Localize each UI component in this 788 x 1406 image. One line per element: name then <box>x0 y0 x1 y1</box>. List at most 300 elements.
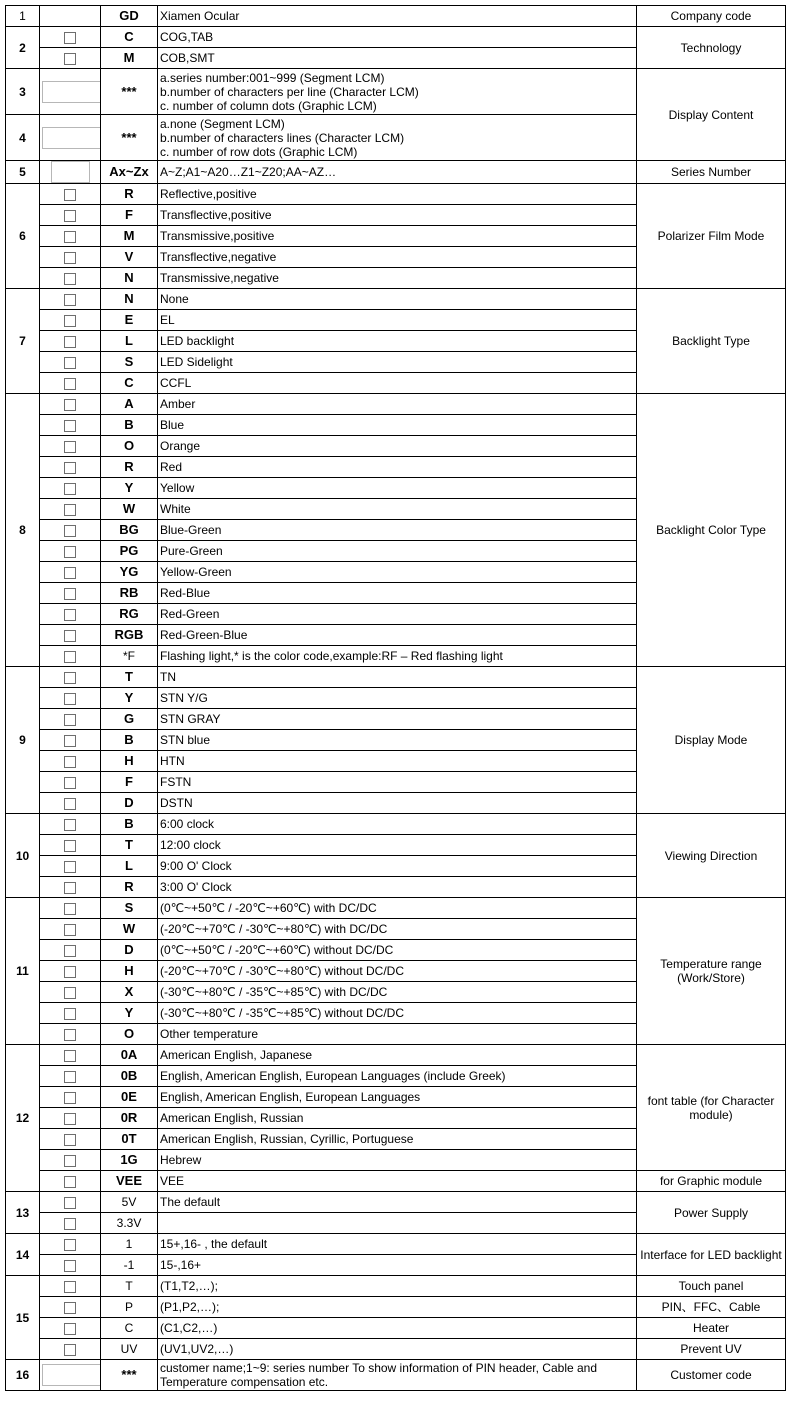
selector-cell <box>40 226 101 247</box>
selector-cell <box>40 1087 101 1108</box>
selector-cell <box>40 1276 101 1297</box>
part-number-table <box>5 5 786 1391</box>
option-checkbox[interactable] <box>64 1008 76 1020</box>
table-row <box>6 814 786 835</box>
option-description: (-20℃~+70℃ / -30℃~+80℃) with DC/DC <box>158 919 637 940</box>
option-code: P <box>101 1297 158 1318</box>
group-number: 16 <box>6 1360 40 1391</box>
option-description: TN <box>158 667 637 688</box>
selector-cell <box>40 69 101 115</box>
selector-cell <box>40 457 101 478</box>
option-checkbox[interactable] <box>64 1050 76 1062</box>
option-code: VEE <box>101 1171 158 1192</box>
option-checkbox[interactable] <box>64 1197 76 1209</box>
option-code: *** <box>101 1360 158 1391</box>
option-code: RGB <box>101 625 158 646</box>
selector-cell <box>40 1339 101 1360</box>
category-label: Viewing Direction <box>637 814 786 898</box>
option-checkbox[interactable] <box>64 588 76 600</box>
option-code: T <box>101 667 158 688</box>
option-code: S <box>101 898 158 919</box>
option-description: Transmissive,positive <box>158 226 637 247</box>
group-number: 7 <box>6 289 40 394</box>
option-code: D <box>101 940 158 961</box>
group-number: 8 <box>6 394 40 667</box>
option-description <box>158 115 637 161</box>
option-description: COB,SMT <box>158 48 637 69</box>
option-description: STN blue <box>158 730 637 751</box>
group-number: 12 <box>6 1045 40 1192</box>
selector-cell <box>40 940 101 961</box>
category-label: Power Supply <box>637 1192 786 1234</box>
selector-cell <box>40 373 101 394</box>
table-row <box>6 1276 786 1297</box>
option-checkbox[interactable] <box>64 861 76 873</box>
option-code: 0T <box>101 1129 158 1150</box>
option-code: 1G <box>101 1150 158 1171</box>
option-checkbox[interactable] <box>64 924 76 936</box>
option-checkbox[interactable] <box>64 1323 76 1335</box>
selector-cell <box>40 1108 101 1129</box>
selector-cell <box>40 1213 101 1234</box>
option-description: (0℃~+50℃ / -20℃~+60℃) with DC/DC <box>158 898 637 919</box>
option-description: Blue <box>158 415 637 436</box>
option-description: 3:00 O' Clock <box>158 877 637 898</box>
option-code: R <box>101 877 158 898</box>
category-label: Interface for LED backlight <box>637 1234 786 1276</box>
selector-cell <box>40 961 101 982</box>
option-code: S <box>101 352 158 373</box>
selector-cell <box>40 394 101 415</box>
option-code: 0E <box>101 1087 158 1108</box>
table-row <box>6 898 786 919</box>
option-code: RG <box>101 604 158 625</box>
option-checkbox[interactable] <box>64 189 76 201</box>
option-checkbox[interactable] <box>64 1113 76 1125</box>
table-row <box>6 6 786 27</box>
option-checkbox[interactable] <box>64 441 76 453</box>
option-code: Ax~Zx <box>101 161 158 184</box>
option-checkbox[interactable] <box>64 903 76 915</box>
option-checkbox[interactable] <box>64 840 76 852</box>
option-code: GD <box>101 6 158 27</box>
group-number: 6 <box>6 184 40 289</box>
option-code: PG <box>101 541 158 562</box>
option-code: M <box>101 226 158 247</box>
option-checkbox[interactable] <box>64 882 76 894</box>
option-description: CCFL <box>158 373 637 394</box>
option-code: 5V <box>101 1192 158 1213</box>
group-number: 5 <box>6 161 40 184</box>
option-checkbox[interactable] <box>64 315 76 327</box>
option-checkbox[interactable] <box>64 609 76 621</box>
option-checkbox[interactable] <box>64 1239 76 1251</box>
selector-cell <box>40 562 101 583</box>
option-checkbox[interactable] <box>64 651 76 663</box>
option-code: R <box>101 457 158 478</box>
option-checkbox[interactable] <box>64 546 76 558</box>
category-label: Temperature range (Work/Store) <box>637 898 786 1045</box>
option-code: 3.3V <box>101 1213 158 1234</box>
option-description: (C1,C2,…) <box>158 1318 637 1339</box>
option-code: H <box>101 961 158 982</box>
option-code: A <box>101 394 158 415</box>
option-description: A~Z;A1~A20…Z1~Z20;AA~AZ… <box>158 161 637 184</box>
selector-cell <box>40 835 101 856</box>
option-description: Other temperature <box>158 1024 637 1045</box>
option-code: T <box>101 835 158 856</box>
selector-cell <box>40 982 101 1003</box>
option-code: V <box>101 247 158 268</box>
option-checkbox[interactable] <box>64 987 76 999</box>
option-description: customer name;1~9: series number To show information of PIN header, Cable and Temperature compensation etc. <box>158 1360 637 1391</box>
option-checkbox[interactable] <box>64 1029 76 1041</box>
selector-cell <box>40 1045 101 1066</box>
option-description: 15-,16+ <box>158 1255 637 1276</box>
option-description: HTN <box>158 751 637 772</box>
option-code: B <box>101 730 158 751</box>
option-description: (0℃~+50℃ / -20℃~+60℃) without DC/DC <box>158 940 637 961</box>
option-checkbox[interactable] <box>64 1260 76 1272</box>
option-checkbox[interactable] <box>64 336 76 348</box>
option-description: American English, Russian <box>158 1108 637 1129</box>
option-checkbox[interactable] <box>64 819 76 831</box>
table-row <box>6 1318 786 1339</box>
option-checkbox[interactable] <box>64 399 76 411</box>
selector-cell <box>40 415 101 436</box>
option-checkbox[interactable] <box>64 672 76 684</box>
selector-cell <box>40 115 101 161</box>
option-checkbox[interactable] <box>64 483 76 495</box>
option-code: X <box>101 982 158 1003</box>
selector-cell <box>40 1360 101 1391</box>
option-checkbox[interactable] <box>64 294 76 306</box>
selector-cell <box>40 331 101 352</box>
option-description: Yellow-Green <box>158 562 637 583</box>
table-row <box>6 1360 786 1391</box>
option-checkbox[interactable] <box>64 966 76 978</box>
option-description: Xiamen Ocular <box>158 6 637 27</box>
option-checkbox[interactable] <box>64 1155 76 1167</box>
option-description: 9:00 O' Clock <box>158 856 637 877</box>
option-checkbox[interactable] <box>64 1281 76 1293</box>
category-label: PIN、FFC、Cable <box>637 1297 786 1318</box>
option-checkbox[interactable] <box>64 231 76 243</box>
selector-cell <box>40 667 101 688</box>
option-description: English, American English, European Languages (include Greek) <box>158 1066 637 1087</box>
option-checkbox[interactable] <box>64 1344 76 1356</box>
option-checkbox[interactable] <box>64 714 76 726</box>
option-checkbox[interactable] <box>64 357 76 369</box>
code-input-field[interactable] <box>42 1364 101 1386</box>
group-number: 3 <box>6 69 40 115</box>
option-description: (T1,T2,…); <box>158 1276 637 1297</box>
option-description: 6:00 clock <box>158 814 637 835</box>
option-code: UV <box>101 1339 158 1360</box>
selector-cell <box>40 877 101 898</box>
option-checkbox[interactable] <box>64 462 76 474</box>
selector-cell <box>40 856 101 877</box>
option-code: Y <box>101 478 158 499</box>
category-label: Display Mode <box>637 667 786 814</box>
option-code: H <box>101 751 158 772</box>
table-row <box>6 1192 786 1213</box>
option-description: STN GRAY <box>158 709 637 730</box>
category-label: Technology <box>637 27 786 69</box>
option-checkbox[interactable] <box>64 798 76 810</box>
option-description: English, American English, European Languages <box>158 1087 637 1108</box>
option-code: 0B <box>101 1066 158 1087</box>
option-checkbox[interactable] <box>64 1218 76 1230</box>
option-checkbox[interactable] <box>64 735 76 747</box>
category-label: Polarizer Film Mode <box>637 184 786 289</box>
selector-cell <box>40 1234 101 1255</box>
option-code: Y <box>101 1003 158 1024</box>
option-checkbox[interactable] <box>64 53 76 65</box>
selector-cell <box>40 161 101 184</box>
group-number: 2 <box>6 27 40 69</box>
table-row <box>6 1339 786 1360</box>
selector-cell <box>40 688 101 709</box>
option-description: None <box>158 289 637 310</box>
selector-cell <box>40 205 101 226</box>
selector-cell <box>40 814 101 835</box>
selector-cell <box>40 310 101 331</box>
option-code: YG <box>101 562 158 583</box>
option-checkbox[interactable] <box>64 525 76 537</box>
table-row <box>6 394 786 415</box>
group-number: 10 <box>6 814 40 898</box>
option-checkbox[interactable] <box>64 210 76 222</box>
option-description: Orange <box>158 436 637 457</box>
option-description: White <box>158 499 637 520</box>
description-line: b.number of characters per line (Character LCM) <box>160 84 419 99</box>
option-code: RB <box>101 583 158 604</box>
selector-cell <box>40 27 101 48</box>
selector-cell <box>40 436 101 457</box>
table-row <box>6 69 786 115</box>
table-row <box>6 1234 786 1255</box>
option-description <box>158 69 637 115</box>
category-label: Customer code <box>637 1360 786 1391</box>
selector-cell <box>40 919 101 940</box>
category-label: Backlight Color Type <box>637 394 786 667</box>
description-line: a.series number:001~999 (Segment LCM) <box>160 70 385 85</box>
selector-cell <box>40 352 101 373</box>
selector-cell <box>40 625 101 646</box>
category-label: Touch panel <box>637 1276 786 1297</box>
option-code: B <box>101 814 158 835</box>
code-input-field[interactable] <box>51 161 90 183</box>
option-checkbox[interactable] <box>64 32 76 44</box>
code-input-field[interactable] <box>42 81 101 103</box>
option-description: (P1,P2,…); <box>158 1297 637 1318</box>
selector-cell <box>40 268 101 289</box>
table-row <box>6 161 786 184</box>
option-checkbox[interactable] <box>64 378 76 390</box>
option-checkbox[interactable] <box>64 567 76 579</box>
selector-cell <box>40 730 101 751</box>
option-checkbox[interactable] <box>64 777 76 789</box>
group-number: 4 <box>6 115 40 161</box>
option-description: Reflective,positive <box>158 184 637 205</box>
option-checkbox[interactable] <box>64 945 76 957</box>
option-description: VEE <box>158 1171 637 1192</box>
selector-cell <box>40 751 101 772</box>
option-code: L <box>101 856 158 877</box>
table-row <box>6 1171 786 1192</box>
option-checkbox[interactable] <box>64 693 76 705</box>
option-description: Transmissive,negative <box>158 268 637 289</box>
option-description: Red-Green <box>158 604 637 625</box>
group-number: 15 <box>6 1276 40 1360</box>
option-description: Red <box>158 457 637 478</box>
option-description <box>158 1213 637 1234</box>
group-number: 1 <box>6 6 40 27</box>
option-description: American English, Russian, Cyrillic, Portuguese <box>158 1129 637 1150</box>
selector-cell <box>40 709 101 730</box>
selector-cell <box>40 1192 101 1213</box>
option-code: C <box>101 27 158 48</box>
option-checkbox[interactable] <box>64 420 76 432</box>
selector-cell <box>40 48 101 69</box>
option-description: (-30℃~+80℃ / -35℃~+85℃) with DC/DC <box>158 982 637 1003</box>
group-number: 13 <box>6 1192 40 1234</box>
option-code: F <box>101 772 158 793</box>
option-code: R <box>101 184 158 205</box>
option-description: Transflective,positive <box>158 205 637 226</box>
option-code: E <box>101 310 158 331</box>
selector-cell <box>40 247 101 268</box>
option-checkbox[interactable] <box>64 1071 76 1083</box>
option-code: M <box>101 48 158 69</box>
selector-cell <box>40 604 101 625</box>
option-description: EL <box>158 310 637 331</box>
group-number: 14 <box>6 1234 40 1276</box>
option-description: Pure-Green <box>158 541 637 562</box>
category-label: Prevent UV <box>637 1339 786 1360</box>
option-checkbox[interactable] <box>64 1092 76 1104</box>
category-label: font table (for Character module) <box>637 1045 786 1171</box>
selector-cell <box>40 1024 101 1045</box>
selector-cell <box>40 583 101 604</box>
table-row <box>6 184 786 205</box>
option-checkbox[interactable] <box>64 1302 76 1314</box>
option-code: W <box>101 919 158 940</box>
option-checkbox[interactable] <box>64 756 76 768</box>
option-description: (-20℃~+70℃ / -30℃~+80℃) without DC/DC <box>158 961 637 982</box>
option-description: Blue-Green <box>158 520 637 541</box>
selector-cell <box>40 1318 101 1339</box>
option-code: O <box>101 436 158 457</box>
option-checkbox[interactable] <box>64 1176 76 1188</box>
option-code: 0R <box>101 1108 158 1129</box>
code-input-field[interactable] <box>42 127 101 149</box>
selector-cell <box>40 772 101 793</box>
option-code: 0A <box>101 1045 158 1066</box>
option-code: L <box>101 331 158 352</box>
option-description: COG,TAB <box>158 27 637 48</box>
category-label: Series Number <box>637 161 786 184</box>
selector-cell <box>40 1255 101 1276</box>
option-description: Yellow <box>158 478 637 499</box>
table-row <box>6 289 786 310</box>
option-code: *F <box>101 646 158 667</box>
selector-cell <box>40 520 101 541</box>
option-code: G <box>101 709 158 730</box>
selector-cell <box>40 289 101 310</box>
option-description: LED Sidelight <box>158 352 637 373</box>
option-code: *** <box>101 69 158 115</box>
category-label: Heater <box>637 1318 786 1339</box>
option-code: *** <box>101 115 158 161</box>
option-checkbox[interactable] <box>64 504 76 516</box>
option-code: W <box>101 499 158 520</box>
option-description: LED backlight <box>158 331 637 352</box>
option-code: O <box>101 1024 158 1045</box>
selector-cell <box>40 1171 101 1192</box>
option-code: D <box>101 793 158 814</box>
option-code: N <box>101 289 158 310</box>
option-description: The default <box>158 1192 637 1213</box>
option-code: 1 <box>101 1234 158 1255</box>
selector-cell <box>40 1003 101 1024</box>
option-description: (-30℃~+80℃ / -35℃~+85℃) without DC/DC <box>158 1003 637 1024</box>
option-code: C <box>101 373 158 394</box>
option-checkbox[interactable] <box>64 273 76 285</box>
option-code: T <box>101 1276 158 1297</box>
description-line: c. number of column dots (Graphic LCM) <box>160 98 377 113</box>
category-label: Company code <box>637 6 786 27</box>
option-description: Flashing light,* is the color code,example:RF – Red flashing light <box>158 646 637 667</box>
option-checkbox[interactable] <box>64 630 76 642</box>
selector-cell <box>40 793 101 814</box>
option-code: B <box>101 415 158 436</box>
option-description: Red-Green-Blue <box>158 625 637 646</box>
group-number: 11 <box>6 898 40 1045</box>
selector-cell <box>40 541 101 562</box>
option-code: C <box>101 1318 158 1339</box>
description-line: b.number of characters lines (Character LCM) <box>160 130 405 145</box>
table-row <box>6 1297 786 1318</box>
option-description: Red-Blue <box>158 583 637 604</box>
option-description: Hebrew <box>158 1150 637 1171</box>
option-description: Amber <box>158 394 637 415</box>
selector-cell <box>40 1066 101 1087</box>
option-checkbox[interactable] <box>64 252 76 264</box>
selector-cell <box>40 646 101 667</box>
description-line: a.none (Segment LCM) <box>160 116 285 131</box>
selector-cell <box>40 898 101 919</box>
option-code: N <box>101 268 158 289</box>
selector-cell <box>40 1129 101 1150</box>
description-line: c. number of row dots (Graphic LCM) <box>160 144 358 159</box>
option-code: F <box>101 205 158 226</box>
group-number: 9 <box>6 667 40 814</box>
option-code: BG <box>101 520 158 541</box>
category-label: Display Content <box>637 69 786 161</box>
option-description: FSTN <box>158 772 637 793</box>
option-description: DSTN <box>158 793 637 814</box>
selector-cell <box>40 184 101 205</box>
selector-cell <box>40 478 101 499</box>
selector-cell <box>40 6 101 27</box>
option-description: STN Y/G <box>158 688 637 709</box>
table-row <box>6 667 786 688</box>
option-description: 12:00 clock <box>158 835 637 856</box>
selector-cell <box>40 1150 101 1171</box>
option-checkbox[interactable] <box>64 1134 76 1146</box>
